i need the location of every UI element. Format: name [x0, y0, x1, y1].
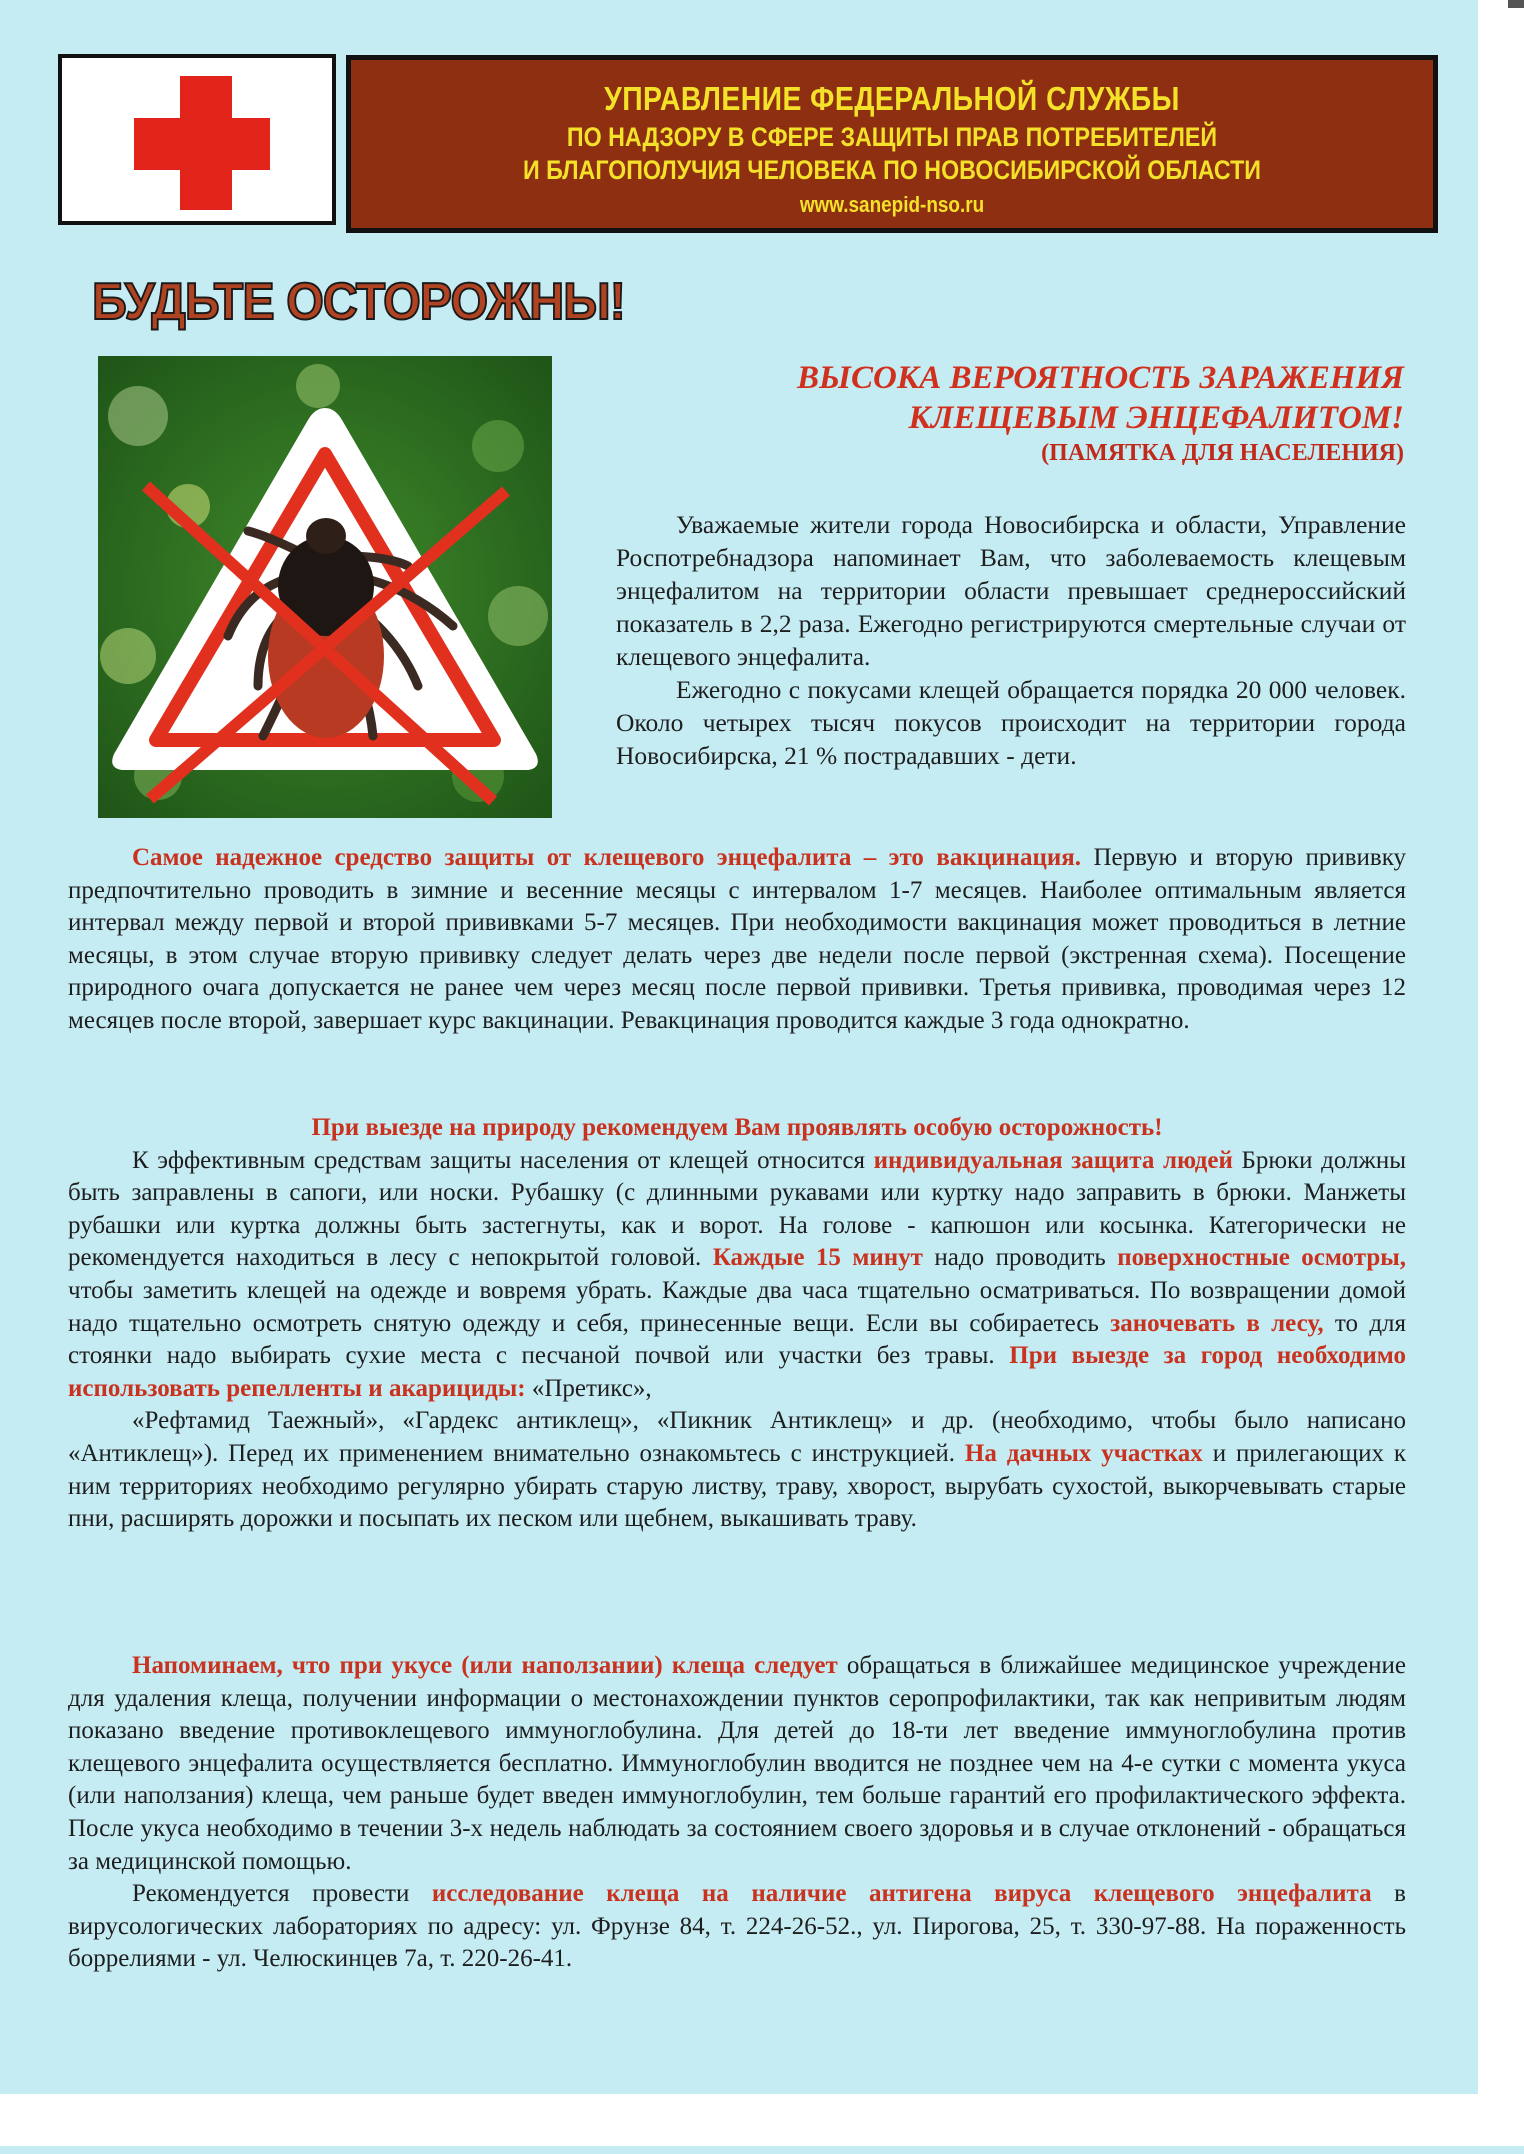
vaccination-section — [68, 842, 1406, 1038]
nature-section — [68, 1112, 1406, 1536]
bite-section — [68, 1650, 1406, 1976]
vaccination-lead: Самое надежное средство защиты от клещевого энцефалита – это вакцинация. — [132, 844, 1082, 871]
bite-text-3: в вирусологических лабораториях по адресу: ул. Фрунзе 84, т. 224-26-52., ул. Пирогова, 25, т. 330-97-88. На пораженность боррелиями - ул. Челюскинцев 7а, т. 220-26-41. — [68, 1880, 1406, 1973]
red-cross-icon-bar — [134, 118, 270, 170]
agency-title-line1: УПРАВЛЕНИЕ ФЕДЕРАЛЬНОЙ СЛУЖБЫ — [604, 80, 1180, 117]
nature-highlight-4: заночевать в лесу, — [1110, 1309, 1324, 1337]
nature-heading: При выезде на природу рекомендуем Вам проявлять особую осторожность! — [311, 1114, 1163, 1141]
risk-heading-line1: ВЫСОКА ВЕРОЯТНОСТЬ ЗАРАЖЕНИЯ — [797, 360, 1404, 396]
nature-text-8: и прилегающих к ним территориях необходимо регулярно убирать старую листву, траву, хворост, вырубать сухостой, выкорчевывать старые пни, расширять дорожки и посыпать их песком или щебнем, выкашивать траву. — [68, 1439, 1406, 1533]
scan-edge-strip — [0, 2146, 1524, 2154]
scan-corner-mark — [1508, 0, 1524, 8]
intro-paragraph-1: Уважаемые жители города Новосибирска и области, Управление Роспотребнадзора напоминает Вам, что заболеваемость клещевым энцефалитом на территории области превышает среднероссийский показатель в 2,2 раза. Ежегодно регистрируются смертельные случаи от клещевого энцефалита. — [616, 510, 1406, 671]
intro-text — [616, 508, 1406, 772]
agency-website: www.sanepid-nso.ru — [799, 192, 985, 217]
bite-highlight-2: исследование клеща на наличие антигена вируса клещевого энцефалита — [431, 1880, 1372, 1908]
intro-paragraph-2: Ежегодно с покусами клещей обращается порядка 20 000 человек. Около четырех тысяч покусов происходит на территории города Новосибирска, 21 % пострадавших - дети. — [616, 675, 1406, 770]
red-cross-logo — [58, 54, 336, 225]
vaccination-text: Первую и вторую прививку предпочтительно проводить в зимние и весенние месяцы с интервалом 1-7 месяцев. Наиболее оптимальным является интервал между первой и второй прививками 5-7 месяцев. При необходимости вакцинация может проводиться в летние месяцы, в этом случае вторую прививку следует делать через две недели после первой (экстренная схема). Посещение природного очага допускается не ранее чем через месяц после первой прививки. Третья прививка, проводимая через 12 месяцев после второй, завершает курс вакцинации. Ревакцинация проводится каждые 3 года однократно. — [68, 844, 1406, 1034]
nature-highlight-5: При выезде за город необходимо использовать репелленты и акарициды: — [68, 1342, 1406, 1402]
nature-text-5: то для стоянки надо выбирать сухие места с песчаной почвой или участки без травы. — [68, 1309, 1407, 1370]
agency-title-line2: ПО НАДЗОРУ В СФЕРЕ ЗАЩИТЫ ПРАВ ПОТРЕБИТЕЛЕЙ — [566, 122, 1218, 152]
nature-text-1: К эффективным средствам защиты населения от клещей относится — [132, 1146, 874, 1174]
tick-sign-icon — [98, 356, 552, 818]
risk-heading — [797, 358, 1404, 438]
bite-text-2: Рекомендуется провести — [132, 1880, 432, 1908]
nature-paragraph — [68, 1145, 1406, 1406]
nature-text-7: «Рефтамид Таежный», «Гардекс антиклещ», «Пикник Антиклещ» и др. (необходимо, чтобы было написано «Антиклещ»). Перед их применением внимательно ознакомьтесь с инструкцией. — [68, 1407, 1406, 1467]
risk-heading-line2: КЛЕЩЕВЫМ ЭНЦЕФАЛИТОМ! — [908, 400, 1404, 436]
vaccination-paragraph — [68, 842, 1406, 1038]
bite-paragraph — [68, 1650, 1406, 1878]
nature-text-4: чтобы заметить клещей на одежде и вовремя убрать. Каждые два часа тщательно осматриваться. По возвращении домой надо тщательно осмотреть снятую одежду и себя, принесенные вещи. Если вы собираетесь — [68, 1276, 1406, 1337]
lab-paragraph — [68, 1878, 1406, 1976]
nature-text-6: «Претикс», — [525, 1374, 652, 1402]
bite-text-1: обращаться в ближайшее медицинское учреждение для удаления клеща, получении информации о местонахождении пунктов серопрофилактики, так как непривитым людям показано введение противоклещевого иммуноглобулина. Для детей до 18-ти лет введение иммуноглобулина против клещевого энцефалита осуществляется бесплатно. Иммуноглобулин вводится не позднее чем на 4-е сутки с момента укуса (или наползания) клеща, чем раньше будет введен иммуноглобулин, тем больше гарантий его профилактического эффекта. После укуса необходимо в течении 3-х недель наблюдать за состоянием своего здоровья и в случае отклонений - обращаться за медицинской помощью. — [68, 1652, 1406, 1875]
nature-highlight-3: поверхностные осмотры, — [1117, 1244, 1406, 1272]
warning-banner: БУДЬТЕ ОСТОРОЖНЫ! — [92, 273, 625, 331]
repellents-paragraph — [68, 1405, 1406, 1535]
memo-subtitle: (ПАМЯТКА ДЛЯ НАСЕЛЕНИЯ) — [1041, 440, 1404, 466]
tick-warning-illustration — [98, 356, 552, 818]
nature-text-2: Брюки должны быть заправлены в сапоги, или носки. Рубашку (с длинными рукавами или куртку надо заправить в брюки. Манжеты рубашки или куртка должны быть застегнуты, как и ворот. На голове - капюшон или косынка. Категорически не рекомендуется находиться в лесу с непокрытой головой. — [68, 1146, 1406, 1272]
nature-highlight-6: На дачных участках — [964, 1439, 1203, 1467]
bite-highlight-1: Напоминаем, что при укусе (или наползании) клеща следует — [132, 1652, 838, 1679]
nature-highlight-2: Каждые 15 минут — [712, 1244, 923, 1272]
agency-header — [346, 55, 1438, 233]
nature-text-3: надо проводить — [922, 1244, 1118, 1272]
agency-title-line3: И БЛАГОПОЛУЧИЯ ЧЕЛОВЕКА ПО НОВОСИБИРСКОЙ ОБЛАСТИ — [523, 155, 1261, 185]
nature-highlight-1: индивидуальная защита людей — [873, 1146, 1233, 1174]
